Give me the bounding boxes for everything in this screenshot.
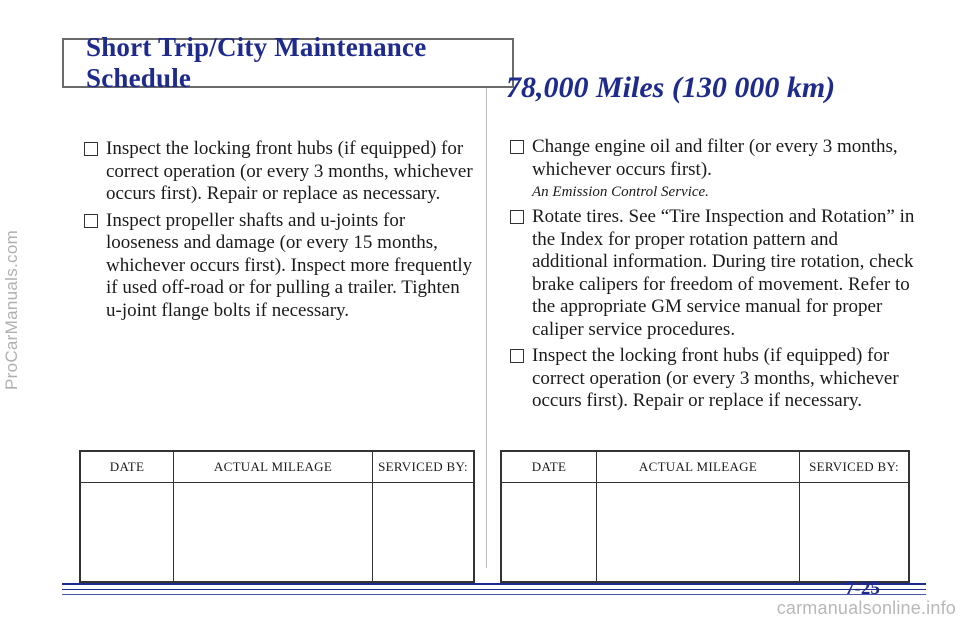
table-header-mileage: ACTUAL MILEAGE: [174, 451, 373, 483]
checklist-item: [82, 210, 478, 323]
checklist-item-text: Inspect the locking front hubs (if equipped) for correct operation (or every 3 months, whichever occurs first). Repair or replace if necessary.: [532, 345, 899, 411]
checkbox-icon[interactable]: [510, 140, 524, 154]
checklist-item: [508, 136, 918, 181]
page-title: Short Trip/City Maintenance Schedule: [86, 32, 427, 93]
table-header-date: DATE: [80, 451, 174, 483]
date-cell[interactable]: [501, 483, 597, 583]
mileage-cell[interactable]: [174, 483, 373, 583]
checklist-item: [508, 345, 918, 413]
footer-rule: [62, 589, 926, 590]
checkbox-icon[interactable]: [510, 210, 524, 224]
footer-rule: [62, 583, 926, 585]
checklist-item: [508, 206, 918, 341]
footer-rule: [62, 594, 926, 595]
checkbox-icon[interactable]: [84, 214, 98, 228]
section-heading: 78,000 Miles (130 000 km): [506, 71, 836, 104]
table-header-date: DATE: [501, 451, 597, 483]
page-number: 7-25: [845, 578, 880, 599]
checklist-item-text: Inspect propeller shafts and u-joints for looseness and damage (or every 15 months, whichever occurs first). Inspect more frequently if used off-road or for pulling a trailer. Tighten u-joint flange bolts if necessary.: [106, 209, 473, 321]
checklist-item-text: Rotate tires. See “Tire Inspection and Rotation” in the Index for proper rotation pattern and additional information. During tire rotation, check brake calipers for freedom of movement. Refer to the appropriate GM service manual for proper caliper service procedures.: [532, 206, 915, 340]
checklist-item: [82, 138, 478, 206]
footer-watermark: carmanualsonline.info: [776, 598, 956, 618]
checklist-item-text: Change engine oil and filter (or every 3 months, whichever occurs first).: [532, 136, 898, 180]
column-divider: [486, 88, 487, 568]
sidebar-watermark: ProCarManuals.com: [2, 229, 21, 391]
service-record-table-right: [500, 450, 910, 583]
page-header: [62, 32, 514, 93]
service-record-table-left: [79, 450, 475, 583]
table-header-mileage: ACTUAL MILEAGE: [597, 451, 800, 483]
serviced-by-cell[interactable]: [800, 483, 910, 583]
right-checklist: [508, 136, 918, 417]
table-row: [80, 483, 474, 583]
left-checklist: [82, 138, 478, 326]
table-row: [501, 483, 909, 583]
mileage-cell[interactable]: [597, 483, 800, 583]
emission-note: An Emission Control Service.: [532, 184, 709, 200]
checkbox-icon[interactable]: [84, 142, 98, 156]
table-header-serviced-by: SERVICED BY:: [373, 451, 475, 483]
checklist-item-text: Inspect the locking front hubs (if equipped) for correct operation (or every 3 months, whichever occurs first). Repair or replace as necessary.: [106, 138, 473, 204]
table-header-serviced-by: SERVICED BY:: [800, 451, 910, 483]
serviced-by-cell[interactable]: [373, 483, 475, 583]
checkbox-icon[interactable]: [510, 349, 524, 363]
date-cell[interactable]: [80, 483, 174, 583]
